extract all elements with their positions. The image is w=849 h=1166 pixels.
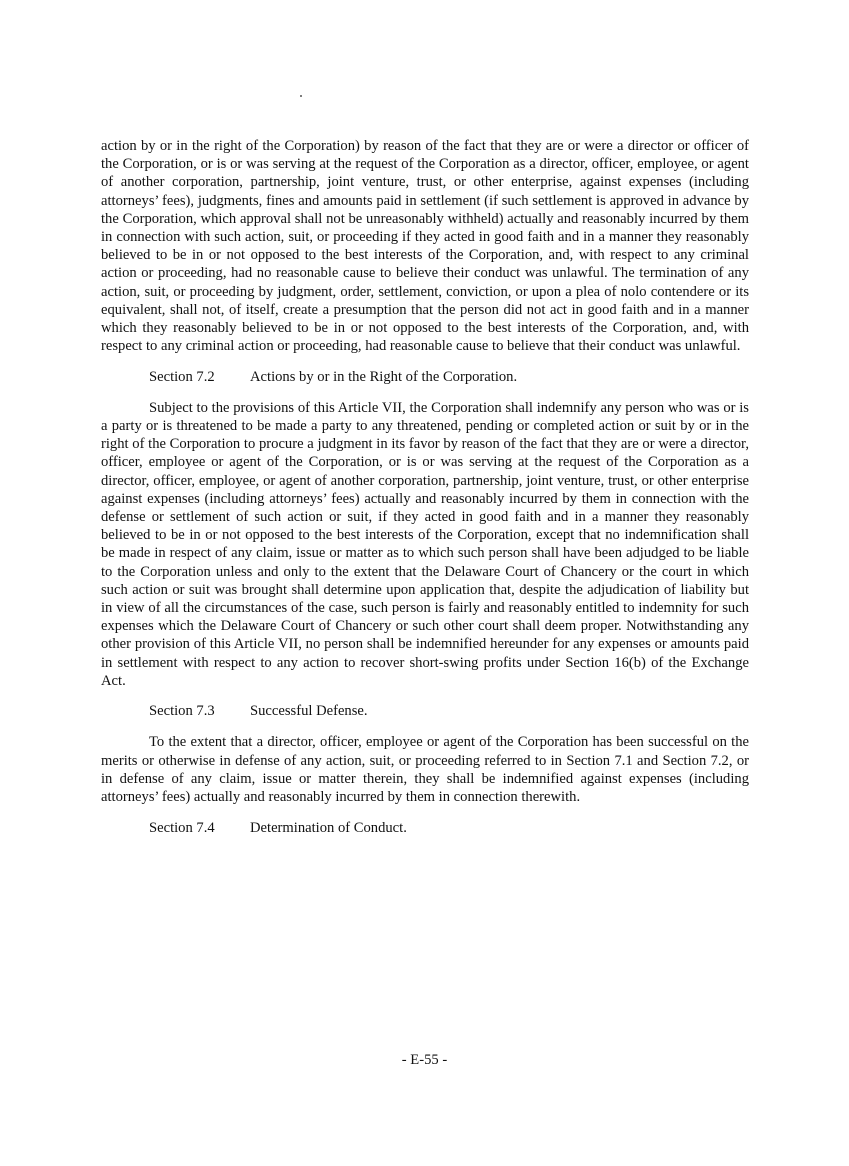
section-number: Section 7.3	[149, 703, 215, 720]
paragraph-continuation: action by or in the right of the Corporation) by reason of the fact that they are or were a director or officer of the Corporation, or is or was serving at the request of the Corporation as a director, officer, employee, or agent of another corporation, partnership, joint venture, trust, or other enterprise, against expenses (including attorneys’ fees), judgments, fines and amounts paid in settlement (if such settlement is approved in advance by the Corporation, which approval shall not be unreasonably withheld) actually and reasonably incurred by them in connection with such action, suit, or proceeding if they acted in good faith and in a manner they reasonably believed to be in or not opposed to the best interests of the Corporation, and, with respect to any criminal action or proceeding, had no reasonable cause to believe their conduct was unlawful. The termination of any action, suit, or proceeding by judgment, order, settlement, conviction, or upon a plea of nolo contendere or its equivalent, shall not, of itself, create a presumption that the person did not act in good faith and in a manner which they reasonably believed to be in or not opposed to the best interests of the Corporation, and, with respect to any criminal action or proceeding, had reasonable cause to believe that their conduct was unlawful.	[101, 138, 749, 355]
section-heading-7-4	[149, 819, 749, 837]
document-body	[101, 137, 749, 850]
scan-dot	[300, 95, 302, 97]
paragraph-section-7-3: To the extent that a director, officer, employee or agent of the Corporation has been successful on the merits or otherwise in defense of any action, suit, or proceeding referred to in Section 7.1 and Section 7.2, or in defense of any claim, issue or matter therein, they shall be indemnified against expenses (including attorneys’ fees) actually and reasonably incurred by them in connection therewith.	[101, 734, 749, 806]
section-number: Section 7.2	[149, 368, 215, 385]
section-title: Actions by or in the Right of the Corporation.	[250, 368, 518, 385]
page-number: - E-55 -	[401, 1052, 448, 1068]
section-heading-7-2	[149, 368, 749, 386]
section-title: Successful Defense.	[250, 703, 368, 720]
section-heading-7-3	[149, 702, 749, 720]
section-title: Determination of Conduct.	[250, 819, 407, 836]
paragraph-section-7-2: Subject to the provisions of this Article VII, the Corporation shall indemnify any person who was or is a party or is threatened to be made a party to any threatened, pending or completed action or suit by or in the right of the Corporation to procure a judgment in its favor by reason of the fact that they are or were a director, officer, employee or agent of the Corporation, or is or was serving at the request of the Corporation as a director, officer, employee, or agent of another corporation, partnership, joint venture, trust, or other enterprise against expenses (including attorneys’ fees) actually and reasonably incurred by them in connection with the defense or settlement of such action or suit, if they acted in good faith and in a manner they reasonably believed to be in or not opposed to the best interests of the Corporation, except that no indemnification shall be made in respect of any claim, issue or matter as to which such person shall have been adjudged to be liable to the Corporation unless and only to the extent that the Delaware Court of Chancery or the court in which such action or suit was brought shall determine upon application that, despite the adjudication of liability but in view of all the circumstances of the case, such person is fairly and reasonably entitled to indemnity for such expenses which the Delaware Court of Chancery or such other court shall deem proper. Notwithstanding any other provision of this Article VII, no person shall be indemnified hereunder for any expenses or amounts paid in settlement with respect to any action to recover short-swing profits under Section 16(b) of the Exchange Act.	[101, 399, 749, 689]
section-number: Section 7.4	[149, 819, 215, 836]
